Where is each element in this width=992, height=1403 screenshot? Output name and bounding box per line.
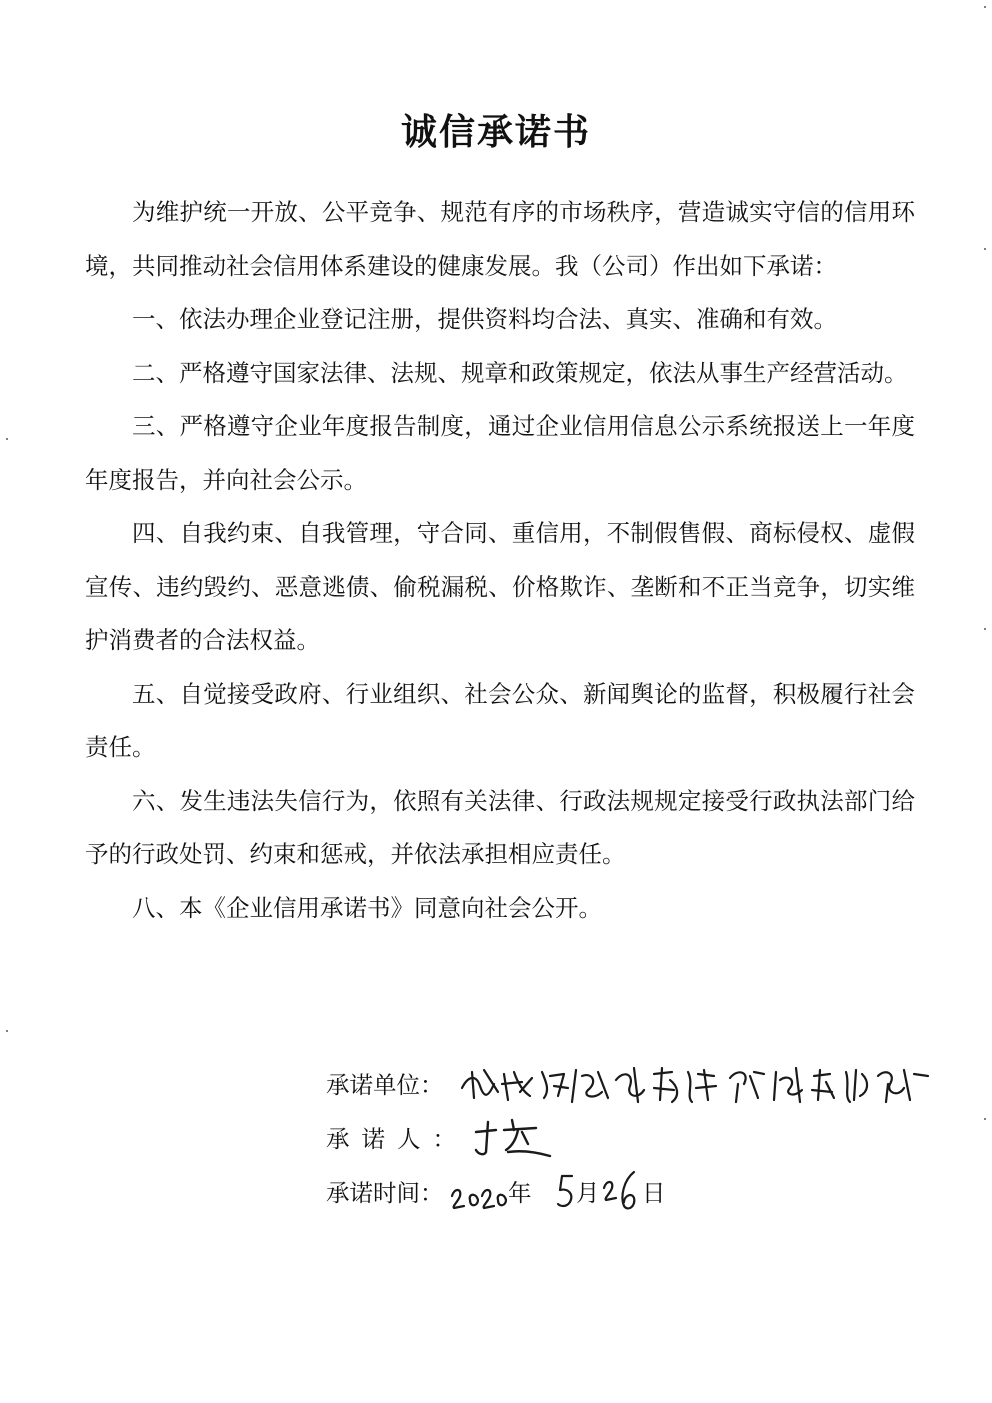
document-body — [85, 186, 915, 935]
person-handwritten-signature — [466, 1110, 576, 1162]
unit-row — [326, 1058, 946, 1112]
date-label: 承诺时间： — [326, 1179, 444, 1207]
commitment-item-5: 五、自觉接受政府、行业组织、社会公众、新闻舆论的监督，积极履行社会责任。 — [85, 679, 915, 761]
unit-handwritten-signature — [458, 1062, 938, 1108]
commitment-item-6: 六、发生违法失信行为，依照有关法律、行政法规规定接受行政执法部门给予的行政处罚、约束和惩戒，并依法承担相应责任。 — [85, 786, 915, 868]
document-title: 诚信承诺书 — [400, 112, 591, 153]
scan-speck — [984, 1118, 986, 1120]
date-year-suffix: 年 — [508, 1179, 532, 1207]
commitment-item-4: 四、自我约束、自我管理，守合同、重信用，不制假售假、商标侵权、虚假宣传、违约毁约、恶意逃债、偷税漏税、价格欺诈、垄断和不正当竞争，切实维护消费者的合法权益。 — [85, 519, 915, 654]
unit-label: 承诺单位： — [326, 1071, 444, 1099]
scan-speck — [984, 628, 986, 630]
intro-paragraph: 为维护统一开放、公平竞争、规范有序的市场秩序，营造诚实守信的信用环境，共同推动社会信用体系建设的健康发展。我（公司）作出如下承诺： — [85, 198, 915, 280]
scan-speck — [6, 1030, 8, 1032]
scan-speck — [6, 438, 8, 440]
handwritten-month — [554, 1170, 578, 1216]
handwritten-year — [448, 1174, 510, 1218]
commitment-item-2: 二、严格遵守国家法律、法规、规章和政策规定，依法从事生产经营活动。 — [132, 358, 908, 387]
date-day-suffix: 日 — [642, 1179, 666, 1207]
handwritten-day — [600, 1166, 644, 1218]
date-row — [326, 1166, 946, 1220]
signature-block — [326, 1058, 946, 1220]
person-label: 承诺人： — [326, 1125, 468, 1153]
scan-speck — [984, 248, 986, 250]
commitment-item-8: 八、本《企业信用承诺书》同意向社会公开。 — [132, 893, 602, 922]
scan-speck — [984, 6, 986, 8]
commitment-item-3: 三、严格遵守企业年度报告制度，通过企业信用信息公示系统报送上一年度年度报告，并向社会公示。 — [85, 412, 915, 494]
person-row — [326, 1112, 946, 1166]
commitment-item-1: 一、依法办理企业登记注册，提供资料均合法、真实、准确和有效。 — [132, 305, 837, 333]
date-month-suffix: 月 — [576, 1179, 600, 1207]
